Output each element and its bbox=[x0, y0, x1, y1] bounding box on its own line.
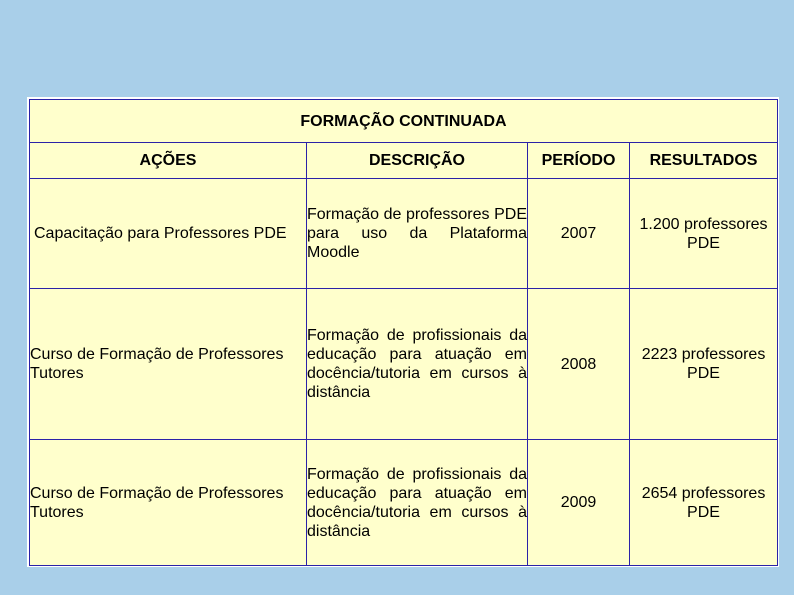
descricao-text: Formação de profissionais da educação para atuação em docência/tutoria em cursos à distância bbox=[307, 327, 527, 401]
cell-resultados: 1.200 professores PDE bbox=[630, 179, 778, 289]
cell-acao: Curso de Formação de Professores Tutores bbox=[30, 289, 307, 440]
table-title: FORMAÇÃO CONTINUADA bbox=[30, 100, 778, 143]
cell-periodo: 2007 bbox=[528, 179, 630, 289]
header-acoes: AÇÕES bbox=[30, 143, 307, 179]
cell-resultados: 2223 professores PDE bbox=[630, 289, 778, 440]
cell-periodo: 2009 bbox=[528, 440, 630, 566]
table-header-row bbox=[30, 143, 778, 179]
cell-descricao bbox=[307, 440, 528, 566]
cell-resultados: 2654 professores PDE bbox=[630, 440, 778, 566]
cell-descricao bbox=[307, 179, 528, 289]
formacao-table bbox=[29, 99, 778, 566]
cell-periodo: 2008 bbox=[528, 289, 630, 440]
header-descricao: DESCRIÇÃO bbox=[307, 143, 528, 179]
cell-acao: Capacitação para Professores PDE bbox=[30, 179, 307, 289]
table-row bbox=[30, 440, 778, 566]
header-periodo: PERÍODO bbox=[528, 143, 630, 179]
cell-acao: Curso de Formação de Professores Tutores bbox=[30, 440, 307, 566]
header-resultados: RESULTADOS bbox=[630, 143, 778, 179]
descricao-text: Formação de professores PDE para uso da Plataforma Moodle bbox=[307, 206, 527, 261]
table-row bbox=[30, 179, 778, 289]
table-row bbox=[30, 289, 778, 440]
table-title-row bbox=[30, 100, 778, 143]
cell-descricao bbox=[307, 289, 528, 440]
descricao-text: Formação de profissionais da educação para atuação em docência/tutoria em cursos à distância bbox=[307, 465, 527, 540]
